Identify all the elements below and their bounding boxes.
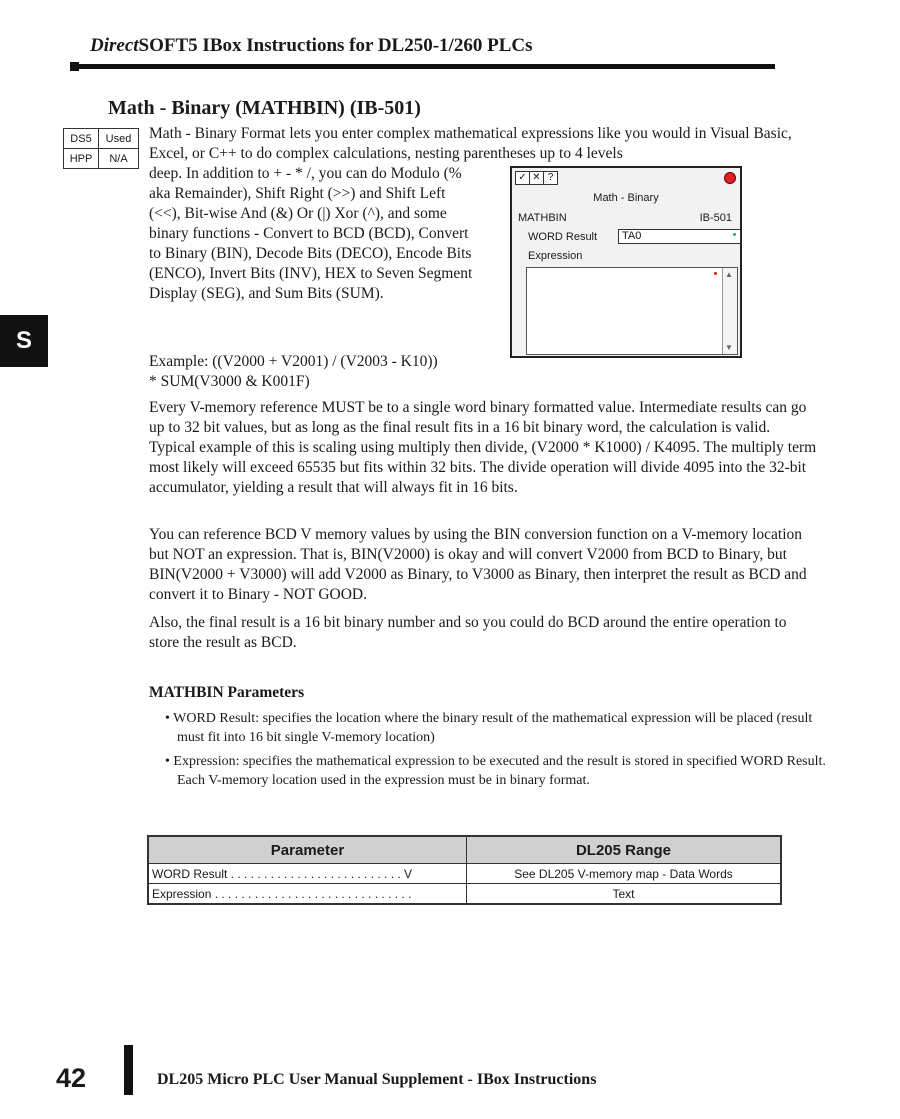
table-header-row <box>148 836 781 864</box>
availability-row <box>64 149 139 169</box>
example-text: Example: ((V2000 + V2001) / (V2003 - K10)) * SUM(V3000 & K001F) <box>149 353 438 390</box>
param-range: Text <box>467 884 782 905</box>
param-bullet-expression: • Expression: specifies the mathematical expression to be executed and the result is stored in specified WORD Result. Each V-memory location used in the expression must be in binary format. <box>165 754 826 788</box>
expression-scrollbar[interactable] <box>722 268 737 354</box>
footer-bar <box>124 1045 133 1095</box>
param-name: WORD Result . . . . . . . . . . . . . . . . . . . . . . . . . . V <box>148 864 467 884</box>
help-icon[interactable]: ? <box>543 171 558 185</box>
header-rule <box>72 64 775 69</box>
availability-value: N/A <box>99 149 139 169</box>
scroll-up-icon[interactable]: ▲ <box>725 270 733 279</box>
status-dot-icon <box>724 172 736 184</box>
table-row <box>148 884 781 905</box>
header-brand: Direct <box>90 35 139 56</box>
header-rule-end <box>70 62 79 71</box>
valid-indicator-icon <box>733 233 736 236</box>
col-header-range: DL205 Range <box>467 836 782 864</box>
word-result-value: TA0 <box>622 230 642 242</box>
word-result-input[interactable] <box>618 229 741 244</box>
paragraph-bcd: You can reference BCD V memory values by using the BIN conversion function on a V-memory location but NOT an expression. That is, BIN(V2000) is okay and will convert V2000 from BCD to Binary, but BIN(V2000 + V3000) will add V2000 as Binary, to V3000 as Binary, then interpret the result as BCD and convert it to Binary - NOT GOOD. <box>149 526 807 603</box>
param-bullet-word-result: • WORD Result: specifies the location where the binary result of the mathematical expression will be placed (result must fit into 16 bit single V-memory location) <box>165 711 813 745</box>
intro-paragraph: Math - Binary Format lets you enter complex mathematical expressions like you would in Visual Basic, Excel, or C++ to do complex calculations, nesting parentheses up to 4 levels <box>149 125 792 162</box>
invalid-indicator-icon <box>714 272 717 275</box>
scroll-down-icon[interactable]: ▼ <box>725 343 733 352</box>
availability-value: Used <box>99 129 139 149</box>
availability-key: HPP <box>64 149 99 169</box>
header-title: SOFT5 IBox Instructions for DL250-1/260 PLCs <box>138 35 533 56</box>
check-icon[interactable]: ✓ <box>515 171 530 185</box>
dialog-instruction-name: MATHBIN <box>518 212 567 224</box>
page-number: 42 <box>56 1063 87 1093</box>
paragraph-vmemory: Every V-memory reference MUST be to a single word binary formatted value. Intermediate results can go up to 32 bit values, but as long as the final result fits in a 16 bit binary word, the calculation is valid. Typical example of this is scaling using multiply then divide, (V2000 * K1000) / K4095. The multiply term most likely will exceed 65535 but fits within 32 bits. The divide operation will divide 4095 into the 32-bit accumulator, yielding a result that will always fit in 16 bits. <box>149 399 817 496</box>
section-tab: S <box>0 315 48 367</box>
col-header-parameter: Parameter <box>148 836 467 864</box>
table-row <box>148 864 781 884</box>
section-title: Math - Binary (MATHBIN) (IB-501) <box>108 97 421 119</box>
availability-row <box>64 129 139 149</box>
param-name: Expression . . . . . . . . . . . . . . . . . . . . . . . . . . . . . . <box>148 884 467 905</box>
intro-continued: deep. In addition to + - * /, you can do Modulo (% aka Remainder), Shift Right (>>) and Shift Left (<<), Bit-wise And (&) Or (|) Xor (^), and some binary functions - Convert to BCD (BCD), Convert to Binary (BIN), Decode Bits (DECO), Encode Bits (ENCO), Invert Bits (INV), HEX to Seven Segment Display (SEG), and Sum Bits (SUM). <box>149 165 473 302</box>
parameter-table <box>147 835 782 905</box>
word-result-label: WORD Result <box>528 231 598 243</box>
footer-text: DL205 Micro PLC User Manual Supplement - IBox Instructions <box>157 1071 597 1088</box>
mathbin-dialog <box>510 166 742 358</box>
running-header <box>90 35 532 57</box>
expression-textarea[interactable] <box>526 267 738 355</box>
params-heading: MATHBIN Parameters <box>149 684 305 701</box>
dialog-instruction-id: IB-501 <box>699 212 732 224</box>
expression-label: Expression <box>528 250 583 262</box>
availability-key: DS5 <box>64 129 99 149</box>
availability-table <box>63 128 139 169</box>
dialog-title: Math - Binary <box>593 192 659 204</box>
param-range: See DL205 V-memory map - Data Words <box>467 864 782 884</box>
paragraph-final-result: Also, the final result is a 16 bit binary number and so you could do BCD around the entire operation to store the result as BCD. <box>149 614 787 651</box>
close-x-icon[interactable]: ✕ <box>529 171 544 185</box>
